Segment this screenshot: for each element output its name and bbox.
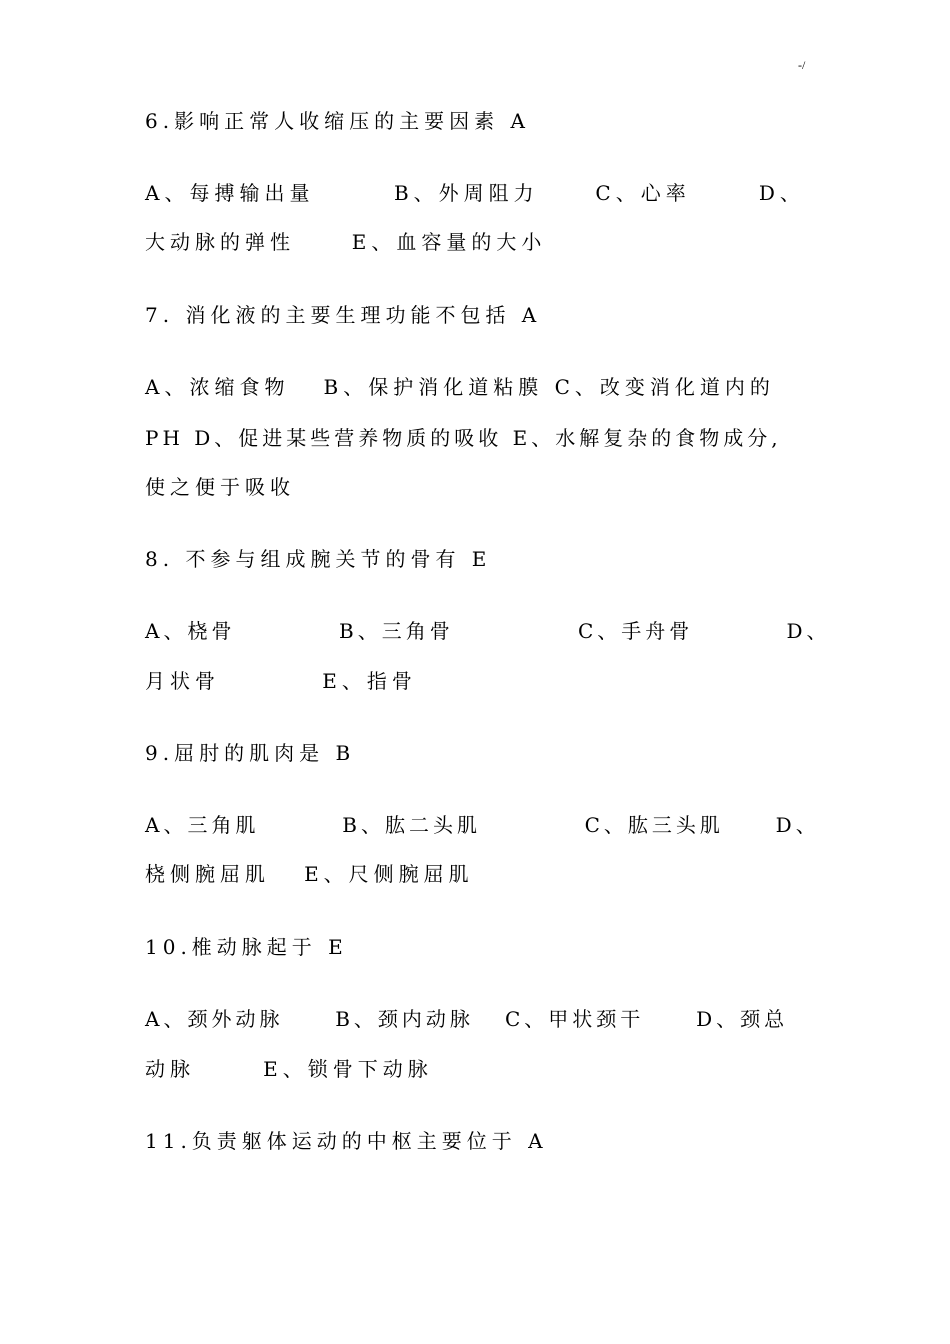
question-8-options-line-1: A、桡骨 B、三角骨 C、手舟骨 D、 [145, 619, 831, 643]
question-9-options-line-1: A、三角肌 B、肱二头肌 C、肱三头肌 D、 [145, 813, 820, 837]
question-6-options-line-2: 大动脉的弹性 E、血容量的大小 [145, 230, 547, 254]
question-9-title: 9.屈肘的肌肉是 B [145, 741, 356, 765]
question-6-options-line-1: A、每搏输出量 B、外周阻力 C、心率 D、 [145, 181, 805, 205]
question-10-title: 10.椎动脉起于 E [145, 935, 348, 959]
question-7-options-line-2: PH D、促进某些营养物质的吸收 E、水解复杂的食物成分, [145, 426, 782, 450]
question-11-title: 11.负责躯体运动的中枢主要位于 A [145, 1129, 548, 1153]
page-mark: -/ [798, 58, 806, 72]
question-8-options-line-2: 月状骨 E、指骨 [145, 669, 417, 693]
question-10-options-line-2: 动脉 E、锁骨下动脉 [145, 1057, 433, 1081]
question-7-options-line-3: 使之便于吸收 [145, 475, 295, 499]
question-10-options-line-1: A、颈外动脉 B、颈内动脉 C、甲状颈干 D、颈总 [145, 1007, 789, 1031]
question-7-title: 7. 消化液的主要生理功能不包括 A [145, 303, 542, 327]
question-6-title: 6.影响正常人收缩压的主要因素 A [145, 109, 530, 133]
question-8-title: 8. 不参与组成腕关节的骨有 E [145, 547, 492, 571]
question-7-options-line-1: A、浓缩食物 B、保护消化道粘膜 C、改变消化道内的 [145, 375, 775, 399]
question-9-options-line-2: 桡侧腕屈肌 E、尺侧腕屈肌 [145, 862, 474, 886]
